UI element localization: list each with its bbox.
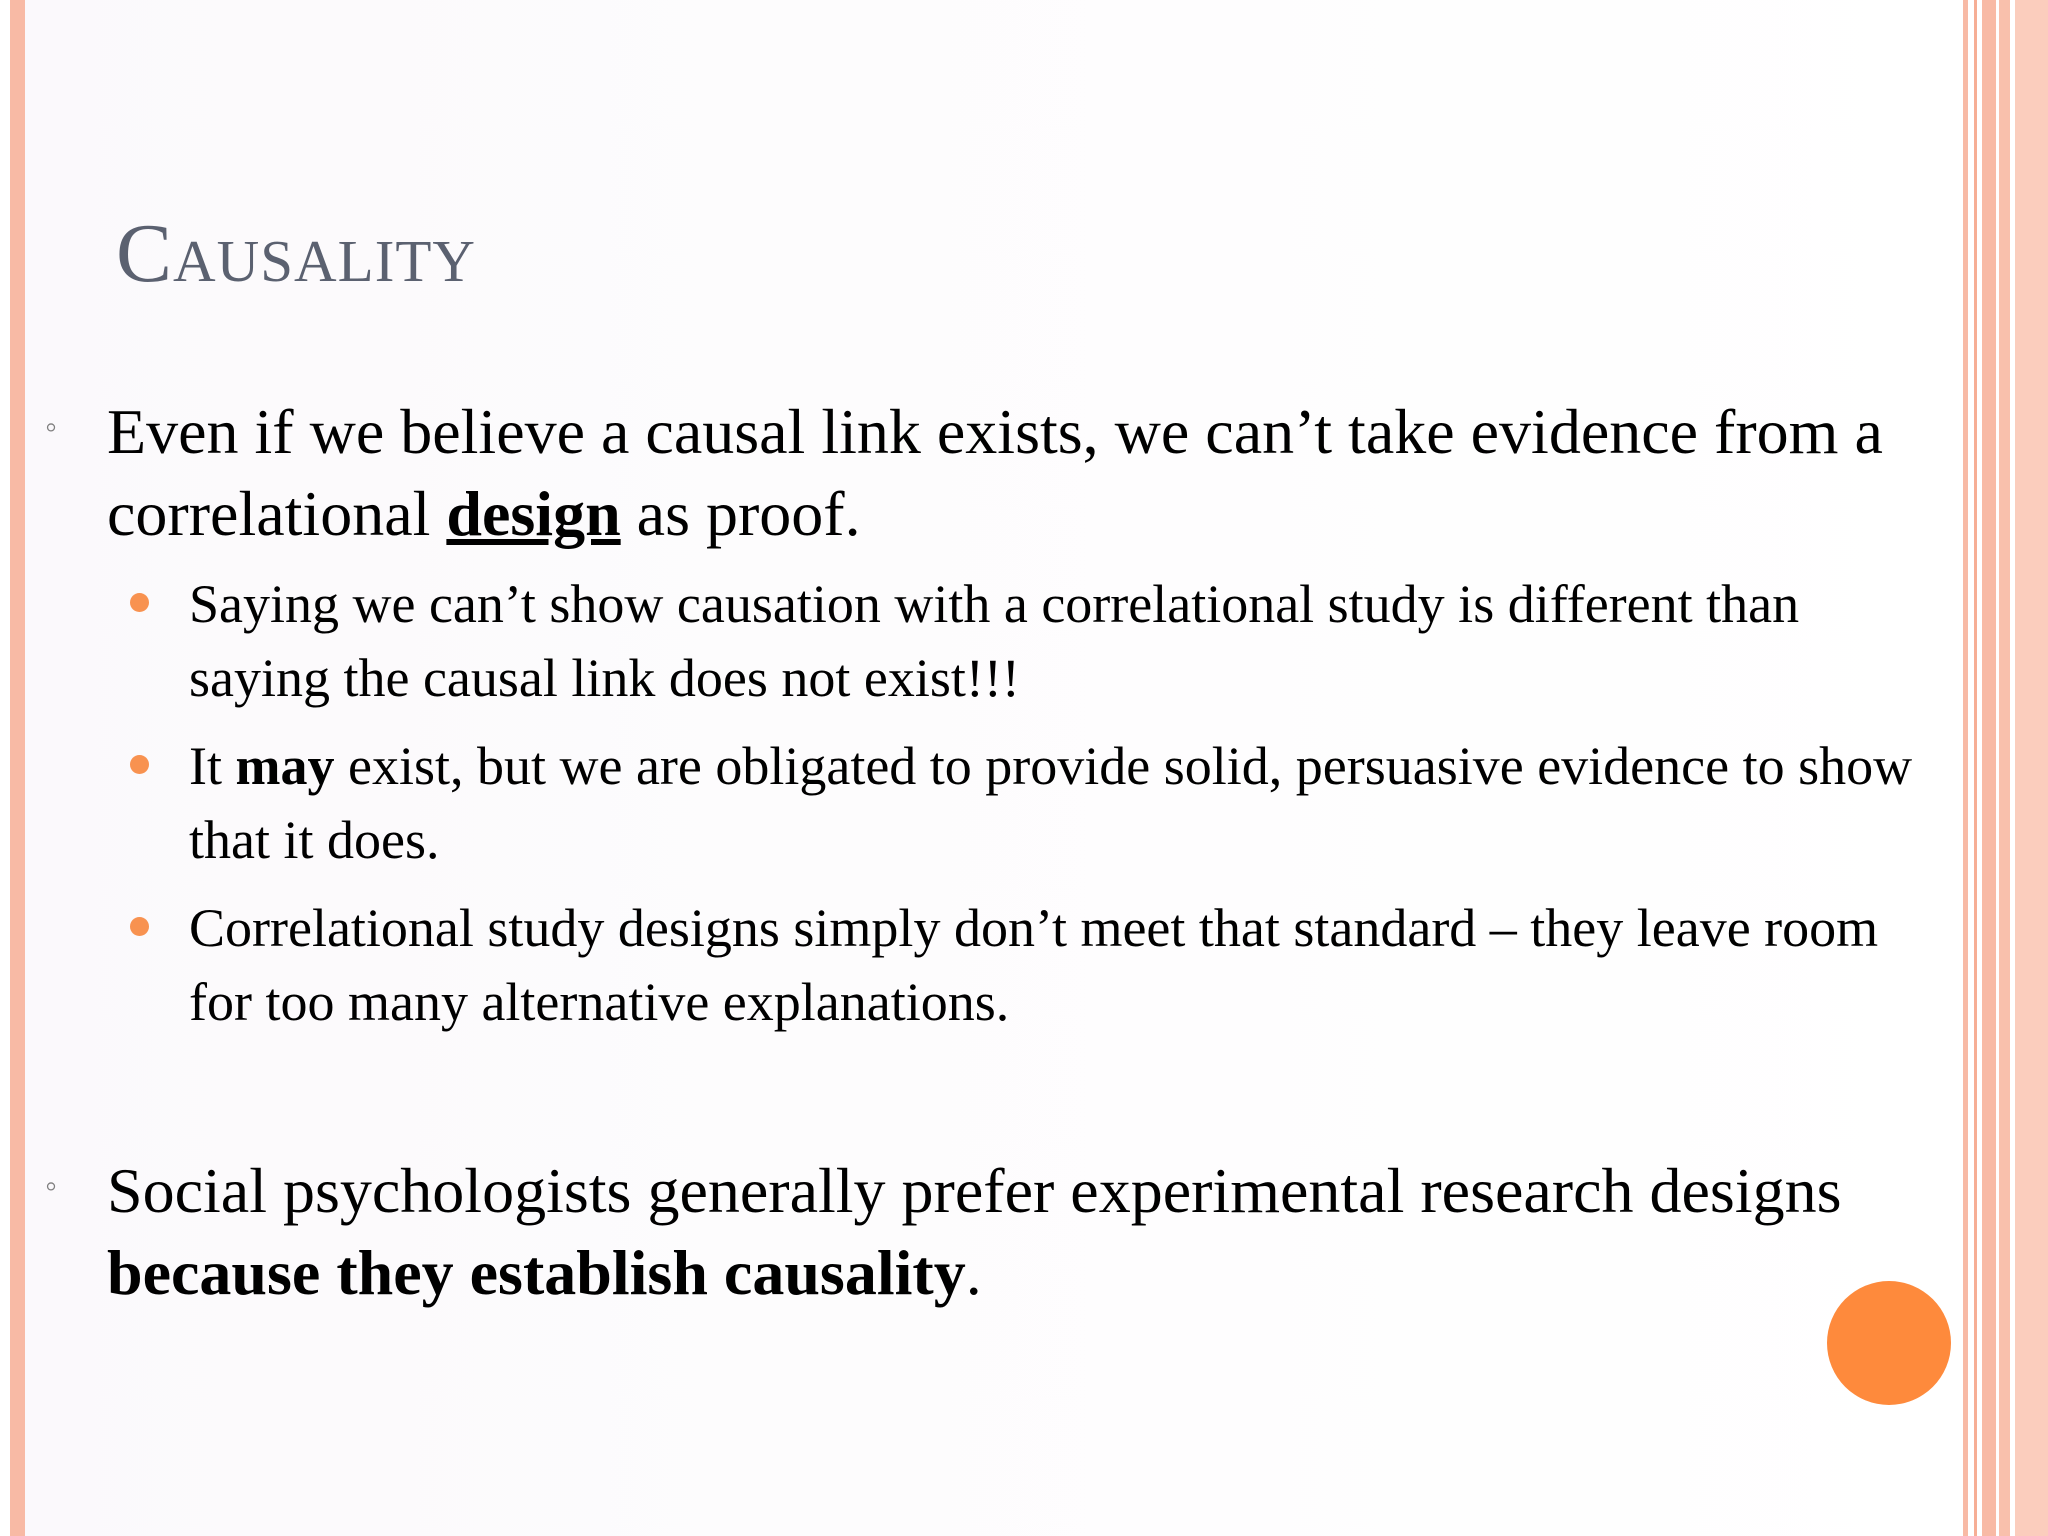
- bullet-text: as proof.: [620, 478, 861, 549]
- left-decorative-band: [10, 0, 25, 1536]
- bullet-level2: [189, 891, 1949, 1039]
- emphasis-text: design: [446, 478, 621, 549]
- bullet-text: exist, but we are obligated to provide solid, persuasive evidence to show that it does.: [189, 736, 1913, 870]
- right-decorative-stripe: [2015, 0, 2048, 1536]
- emphasis-text: may: [235, 736, 335, 796]
- emphasis-text: because they establish causality: [107, 1237, 966, 1308]
- bullet-text: Even if we believe a causal link exists, we can’t take evidence from a correlational: [107, 396, 1883, 549]
- bullet-text: Correlational study designs simply don’t meet that standard – they leave room for too many alternative explanations.: [189, 898, 1879, 1032]
- bullet-text: It: [189, 736, 236, 796]
- bullet-text: .: [965, 1237, 982, 1308]
- orange-dot-bullet-icon: [130, 917, 149, 936]
- bullet-text: Saying we can’t show causation with a correlational study is different than saying the causal link does not exist!!!: [189, 574, 1800, 708]
- decorative-circle: [1827, 1281, 1951, 1405]
- slide-title: Causality: [116, 207, 476, 300]
- right-decorative-stripe: [1982, 0, 1996, 1536]
- orange-dot-bullet-icon: [130, 755, 149, 774]
- right-decorative-stripe: [1999, 0, 2010, 1536]
- bullet-level2: [189, 729, 1949, 877]
- hollow-circle-bullet-icon: ◦: [45, 1168, 58, 1205]
- bullet-level1: [45, 1150, 1907, 1314]
- orange-dot-bullet-icon: [130, 593, 149, 612]
- hollow-circle-bullet-icon: ◦: [45, 409, 58, 446]
- bullet-level2: [189, 567, 1949, 715]
- bullet-level1: [45, 391, 1907, 555]
- bullet-text: Social psychologists generally prefer experimental research designs: [107, 1155, 1842, 1226]
